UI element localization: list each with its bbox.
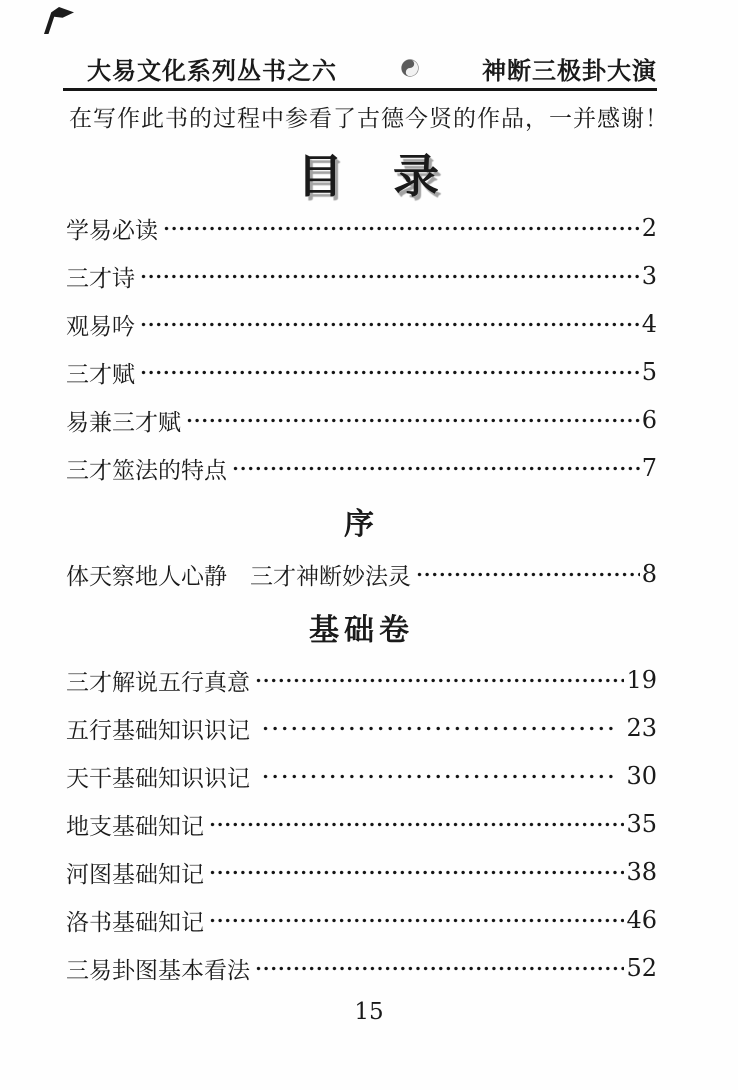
toc-entry bbox=[66, 300, 657, 348]
scan-artifact-mark bbox=[44, 7, 74, 34]
entry-title: 三才赋 bbox=[66, 361, 135, 388]
entry-page-number: 46 bbox=[626, 906, 657, 934]
entry-page-number: 30 bbox=[626, 762, 657, 790]
dot-leader bbox=[140, 271, 640, 281]
dot-leader bbox=[140, 367, 640, 377]
entry-page-number: 38 bbox=[626, 858, 657, 886]
toc-entry bbox=[66, 204, 657, 252]
toc-entry bbox=[66, 348, 657, 396]
toc-section-heading bbox=[66, 492, 657, 550]
entry-title: 河图基础知记 bbox=[66, 861, 204, 888]
toc-entry bbox=[66, 944, 657, 992]
dot-leader bbox=[209, 915, 624, 925]
dot-leader bbox=[186, 415, 640, 425]
toc-entry bbox=[66, 704, 657, 752]
dot-leader bbox=[163, 223, 640, 233]
entry-title: 学易必读 bbox=[66, 217, 158, 244]
entry-page-number: 19 bbox=[626, 666, 657, 694]
entry-page-number: 7 bbox=[641, 454, 657, 482]
dot-leader bbox=[262, 723, 617, 733]
toc-entry bbox=[66, 252, 657, 300]
header-divider bbox=[63, 88, 657, 91]
entry-page-number: 52 bbox=[626, 954, 657, 982]
entry-title: 三才解说五行真意 bbox=[66, 669, 250, 696]
toc-entry bbox=[66, 848, 657, 896]
entry-page-number: 3 bbox=[641, 262, 657, 290]
dot-leader bbox=[209, 867, 624, 877]
toc-entry bbox=[66, 396, 657, 444]
section-title: 基础卷 bbox=[309, 613, 414, 648]
entry-page-number: 4 bbox=[641, 310, 657, 338]
entry-title: 观易吟 bbox=[66, 313, 135, 340]
toc-entry bbox=[66, 752, 657, 800]
entry-page-number: 2 bbox=[641, 214, 657, 242]
entry-title: 洛书基础知记 bbox=[66, 909, 204, 936]
toc-title: 目 录 bbox=[297, 149, 441, 203]
entry-title: 地支基础知记 bbox=[66, 813, 204, 840]
toc-entry bbox=[66, 444, 657, 492]
dot-leader bbox=[416, 569, 640, 579]
book-title: 神断三极卦大演 bbox=[482, 55, 657, 85]
entry-title: 三才筮法的特点 bbox=[66, 457, 227, 484]
entry-title: 三易卦图基本看法 bbox=[66, 957, 250, 984]
dot-leader bbox=[232, 463, 640, 473]
toc-entry bbox=[66, 800, 657, 848]
entry-title: 体天察地人心静 三才神断妙法灵 bbox=[66, 563, 411, 590]
dot-leader bbox=[262, 771, 617, 781]
entry-title: 五行基础知识识记 bbox=[66, 717, 250, 744]
toc-list bbox=[66, 204, 657, 992]
yin-yang-icon bbox=[401, 59, 419, 77]
entry-page-number: 8 bbox=[641, 560, 657, 588]
toc-entry bbox=[66, 656, 657, 704]
section-title: 序 bbox=[344, 507, 379, 542]
entry-title: 三才诗 bbox=[66, 265, 135, 292]
dot-leader bbox=[209, 819, 624, 829]
page-header bbox=[63, 51, 657, 85]
toc-section-heading bbox=[66, 598, 657, 656]
dot-leader bbox=[140, 319, 640, 329]
toc-entry bbox=[66, 550, 657, 598]
entry-page-number: 6 bbox=[641, 406, 657, 434]
series-title: 大易文化系列丛书之六 bbox=[87, 55, 337, 85]
dot-leader bbox=[255, 963, 624, 973]
entry-page-number: 5 bbox=[641, 358, 657, 386]
page-number: 15 bbox=[354, 999, 384, 1025]
entry-page-number: 35 bbox=[626, 810, 657, 838]
entry-title: 易兼三才赋 bbox=[66, 409, 181, 436]
acknowledgment-line: 在写作此书的过程中参看了古德今贤的作品，一并感谢！ bbox=[69, 106, 669, 132]
toc-entry bbox=[66, 896, 657, 944]
dot-leader bbox=[255, 675, 624, 685]
entry-page-number: 23 bbox=[626, 714, 657, 742]
entry-title: 天干基础知识识记 bbox=[66, 765, 250, 792]
